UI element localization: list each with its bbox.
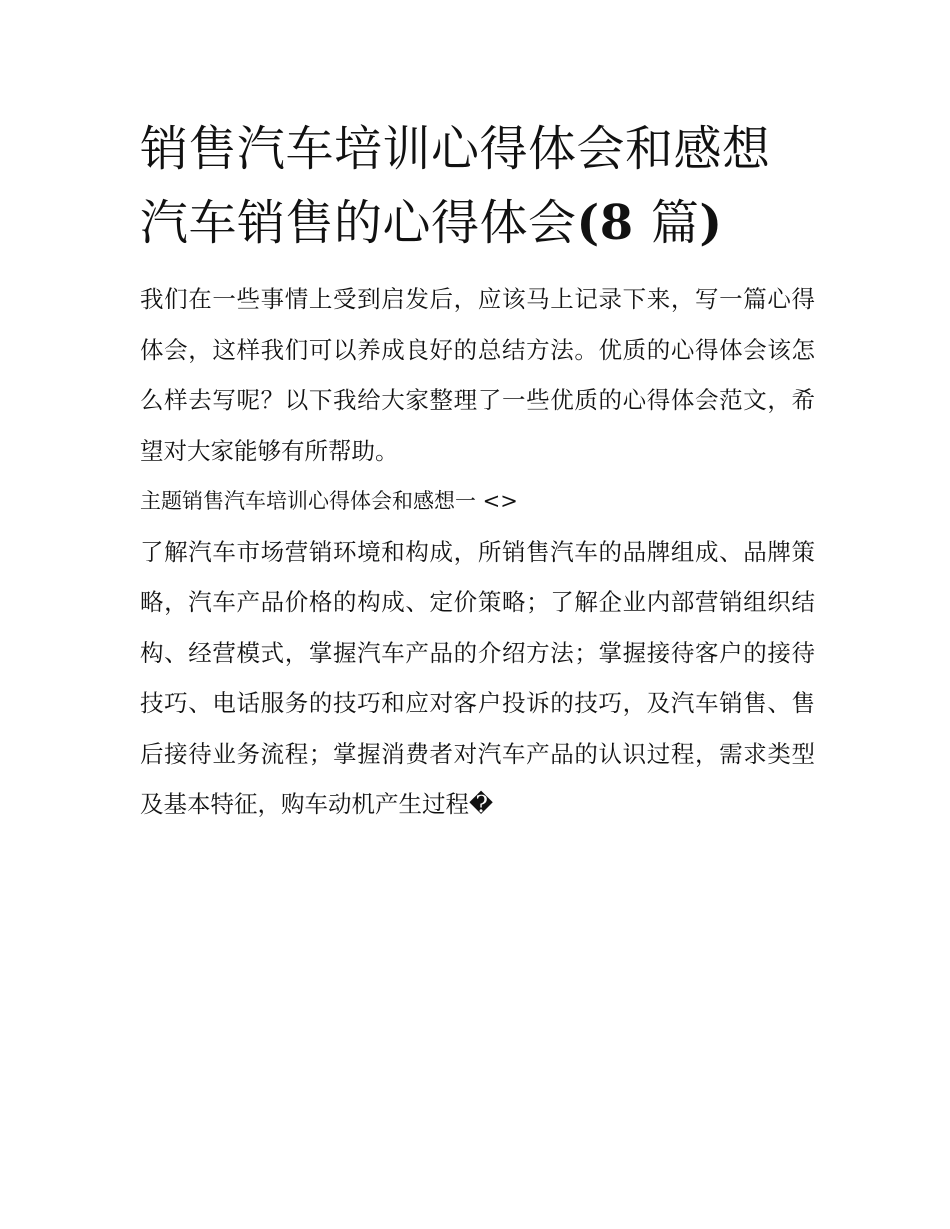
title-count-close: ) — [699, 195, 723, 251]
title-count-open: (8 — [576, 195, 651, 251]
title-count-unit: 篇 — [650, 195, 700, 251]
title-line-2: 汽车销售的心得体会 — [140, 195, 577, 251]
document-title — [140, 112, 815, 260]
intro-paragraph: 我们在一些事情上受到启发后，应该马上记录下来，写一篇心得体会，这样我们可以养成良好的总结方法。优质的心得体会该怎么样去写呢？以下我给大家整理了一些优质的心得体会范文，希望对大家能够有所帮助。 — [140, 285, 815, 465]
section-heading: 主题销售汽车培训心得体会和感想一 <> — [140, 489, 518, 513]
title-line-1: 销售汽车培训心得体会和感想 — [140, 121, 771, 177]
section-body-paragraph: 了解汽车市场营销环境和构成，所销售汽车的品牌组成、品牌策略，汽车产品价格的构成、定价策略；了解企业内部营销组织结构、经营模式，掌握汽车产品的介绍方法；掌握接待客户的接待技巧、电话服务的技巧和应对客户投诉的技巧，及汽车销售、售后接待业务流程；掌握消费者对汽车产品的认识过程，需求类型及基本特征，购车动机产生过程� — [140, 537, 815, 818]
document-page — [140, 112, 815, 830]
